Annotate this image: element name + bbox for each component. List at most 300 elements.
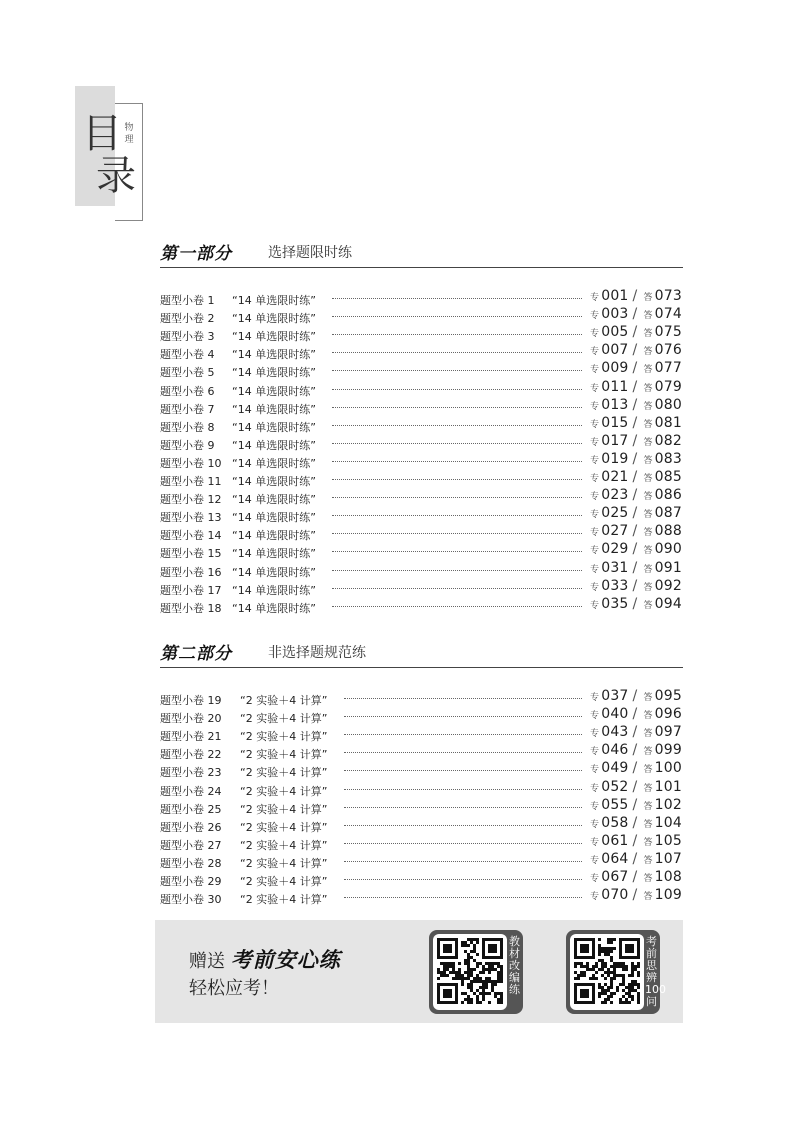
da-page: 083 [654, 450, 682, 467]
toc-row-title: “14 单选限时练” [232, 438, 316, 452]
toc-leader-dots [332, 424, 582, 426]
toc-row[interactable] [160, 469, 682, 487]
da-tag: 答 [643, 765, 653, 776]
page-separator: / [632, 432, 638, 449]
toc-row[interactable] [160, 541, 682, 559]
toc-row-title: “14 单选限时练” [232, 294, 316, 307]
da-page: 073 [654, 288, 682, 304]
toc-leader-dots [332, 315, 582, 317]
da-page: 085 [654, 469, 682, 485]
toc-row-label: 题型小卷 10 [160, 456, 222, 470]
zhuan-page: 031 [601, 559, 629, 576]
toc-row[interactable] [160, 833, 682, 851]
zhuan-tag: 专 [590, 347, 600, 358]
da-page: 101 [654, 778, 682, 795]
toc-row[interactable] [160, 379, 682, 397]
toc-row[interactable] [160, 851, 682, 869]
zhuan-page: 011 [601, 378, 629, 395]
page-separator: / [632, 559, 638, 576]
da-page: 104 [654, 814, 682, 831]
page-separator: / [632, 523, 638, 540]
toc-row[interactable] [160, 596, 682, 614]
da-page: 088 [654, 523, 682, 540]
toc-row[interactable] [160, 360, 682, 378]
toc-row[interactable] [160, 724, 682, 742]
zhuan-page: 025 [601, 505, 629, 522]
toc-page-refs [588, 887, 682, 903]
zhuan-tag: 专 [590, 693, 600, 703]
toc-row-title: “2 实验＋4 计算” [240, 875, 328, 888]
da-tag: 答 [643, 510, 653, 521]
qr-code-1[interactable] [433, 934, 507, 1010]
toc-page-refs [588, 797, 682, 813]
toc-row[interactable] [160, 688, 682, 706]
zhuan-page: 037 [601, 688, 629, 704]
toc-row-title: “14 单选限时练” [232, 601, 316, 615]
toc-row[interactable] [160, 706, 682, 724]
da-tag: 答 [643, 293, 653, 303]
toc-row[interactable] [160, 742, 682, 760]
toc-leader-dots [332, 369, 582, 371]
toc-row-label: 题型小卷 22 [160, 748, 222, 762]
da-page: 086 [654, 487, 682, 504]
da-page: 095 [654, 688, 682, 704]
da-page: 091 [654, 559, 682, 576]
zhuan-page: 009 [601, 360, 629, 377]
da-tag: 答 [643, 837, 653, 848]
toc-row[interactable] [160, 578, 682, 596]
zhuan-page: 015 [601, 414, 629, 431]
zhuan-page: 055 [601, 796, 629, 813]
da-tag: 答 [643, 528, 653, 539]
da-page: 105 [654, 832, 682, 849]
da-tag: 答 [643, 729, 653, 740]
toc-page-refs [588, 360, 682, 376]
zhuan-tag: 专 [590, 365, 600, 376]
toc-page-refs [588, 833, 682, 849]
zhuan-page: 019 [601, 450, 629, 467]
toc-row-label: 题型小卷 12 [160, 493, 222, 507]
toc-page-refs [588, 688, 682, 704]
da-tag: 答 [643, 711, 653, 722]
zhuan-page: 017 [601, 432, 629, 449]
zhuan-page: 013 [601, 396, 629, 413]
toc-row-title: “14 单选限时练” [232, 529, 316, 543]
zhuan-tag: 专 [590, 437, 600, 448]
toc-leader-dots [344, 842, 582, 844]
da-tag: 答 [643, 582, 653, 593]
zhuan-tag: 专 [590, 329, 600, 340]
toc-row-title: “2 实验＋4 计算” [240, 838, 328, 852]
promo-product-name: 考前安心练 [230, 948, 341, 972]
toc-row-title: “2 实验＋4 计算” [240, 893, 328, 907]
toc-row-label: 题型小卷 28 [160, 856, 222, 870]
zhuan-tag: 专 [590, 383, 600, 394]
zhuan-tag: 专 [590, 855, 600, 866]
da-page: 080 [654, 396, 682, 413]
qr-pattern [437, 938, 503, 1004]
zhuan-page: 046 [601, 742, 629, 759]
zhuan-tag: 专 [590, 819, 600, 830]
da-tag: 答 [643, 347, 653, 358]
toc-row-label: 题型小卷 15 [160, 547, 222, 561]
zhuan-page: 003 [601, 306, 629, 323]
toc-row-label: 题型小卷 24 [160, 784, 222, 798]
page-separator: / [632, 869, 638, 885]
page-separator: / [632, 760, 638, 777]
zhuan-page: 061 [601, 832, 629, 849]
zhuan-tag: 专 [590, 837, 600, 848]
da-tag: 答 [643, 474, 653, 484]
toc-page-refs [588, 451, 682, 467]
title-char-2: 录 [96, 153, 136, 199]
page-separator: / [632, 396, 638, 413]
da-page: 087 [654, 505, 682, 522]
toc-leader-dots [332, 388, 582, 390]
toc-page-refs [588, 397, 682, 413]
toc-leader-dots [344, 715, 582, 717]
toc-row[interactable] [160, 415, 682, 433]
page-separator: / [632, 487, 638, 504]
zhuan-page: 027 [601, 523, 629, 540]
page-separator: / [632, 778, 638, 795]
toc-row-title: “14 单选限时练” [232, 583, 316, 597]
toc-row[interactable] [160, 869, 682, 887]
da-tag: 答 [643, 419, 653, 430]
page-separator: / [632, 814, 638, 831]
qr-caption-2: 考前思辨100问 [645, 935, 666, 1008]
da-page: 075 [654, 324, 682, 341]
toc-row-title: “14 单选限时练” [232, 547, 316, 561]
da-tag: 答 [643, 437, 653, 448]
toc-page-refs [588, 523, 682, 539]
toc-row[interactable] [160, 505, 682, 523]
zhuan-tag: 专 [590, 474, 600, 484]
zhuan-tag: 专 [590, 582, 600, 593]
qr-card-1[interactable] [429, 930, 523, 1014]
toc-row[interactable] [160, 397, 682, 415]
toc-row-label: 题型小卷 26 [160, 820, 222, 834]
page-separator: / [632, 505, 638, 522]
page-separator: / [632, 288, 638, 304]
toc-leader-dots [344, 788, 582, 790]
da-tag: 答 [643, 693, 653, 703]
toc-leader-dots [332, 514, 582, 516]
zhuan-page: 007 [601, 342, 629, 359]
toc-row-label: 题型小卷 1 [160, 294, 215, 307]
da-page: 109 [654, 887, 682, 904]
toc-row-label: 题型小卷 2 [160, 312, 215, 326]
promo-line-2: 轻松应考！ [189, 978, 279, 999]
da-tag: 答 [643, 874, 653, 884]
promo-line-1 [189, 944, 341, 974]
toc-row[interactable] [160, 760, 682, 778]
toc-row-label: 题型小卷 3 [160, 330, 215, 344]
toc-leader-dots [332, 460, 582, 462]
zhuan-page: 064 [601, 850, 629, 867]
zhuan-tag: 专 [590, 892, 600, 903]
toc-row-title: “14 单选限时练” [232, 420, 316, 434]
toc-row-label: 题型小卷 19 [160, 694, 222, 707]
toc-row-label: 题型小卷 11 [160, 475, 222, 488]
section-2-header [160, 644, 683, 668]
toc-leader-dots [332, 333, 582, 335]
zhuan-tag: 专 [590, 765, 600, 776]
toc-leader-dots [344, 860, 582, 862]
title-char-1: 目 [82, 111, 122, 157]
toc-leader-dots [332, 442, 582, 444]
toc-leader-dots [332, 406, 582, 408]
toc-row-title: “2 实验＋4 计算” [240, 730, 328, 744]
qr-code-2[interactable] [570, 934, 644, 1010]
toc-row-title: “2 实验＋4 计算” [240, 820, 328, 834]
da-page: 099 [654, 742, 682, 759]
zhuan-tag: 专 [590, 729, 600, 740]
promo-banner [155, 920, 683, 1023]
toc-page-refs [588, 869, 682, 885]
toc-row-label: 题型小卷 18 [160, 601, 222, 615]
toc-page-refs [588, 760, 682, 776]
page-separator: / [632, 306, 638, 323]
zhuan-page: 043 [601, 724, 629, 741]
toc-row-label: 题型小卷 13 [160, 511, 222, 525]
da-tag: 答 [643, 819, 653, 830]
da-tag: 答 [643, 747, 653, 758]
toc-row-label: 题型小卷 6 [160, 384, 215, 398]
toc-row-label: 题型小卷 16 [160, 565, 222, 579]
da-page: 108 [654, 869, 682, 885]
da-tag: 答 [643, 783, 653, 794]
da-page: 094 [654, 595, 682, 612]
toc-row-label: 题型小卷 14 [160, 529, 222, 543]
qr-card-2[interactable] [566, 930, 666, 1014]
toc-row-label: 题型小卷 17 [160, 583, 222, 597]
section-1-header [160, 244, 683, 268]
toc-row-title: “14 单选限时练” [232, 456, 316, 470]
page-separator: / [632, 378, 638, 395]
zhuan-page: 001 [601, 288, 629, 304]
toc-page-refs [588, 379, 682, 395]
toc-row-title: “14 单选限时练” [232, 565, 316, 579]
toc-leader-dots [332, 569, 582, 571]
qr-caption-1: 教材改编练 [509, 935, 520, 996]
toc-page-refs [588, 779, 682, 795]
zhuan-page: 021 [601, 469, 629, 485]
zhuan-tag: 专 [590, 419, 600, 430]
zhuan-page: 052 [601, 778, 629, 795]
toc-leader-dots [332, 496, 582, 498]
page-separator: / [632, 742, 638, 759]
da-page: 096 [654, 706, 682, 723]
zhuan-page: 070 [601, 887, 629, 904]
zhuan-tag: 专 [590, 747, 600, 758]
section-2-number: 第二部分 [160, 644, 232, 664]
da-tag: 答 [643, 546, 653, 557]
zhuan-tag: 专 [590, 528, 600, 539]
section-2-name: 非选择题规范练 [268, 645, 366, 661]
zhuan-page: 035 [601, 595, 629, 612]
toc-row-label: 题型小卷 8 [160, 420, 215, 434]
toc-leader-dots [344, 697, 582, 699]
zhuan-tag: 专 [590, 492, 600, 503]
toc-row-label: 题型小卷 30 [160, 893, 222, 907]
da-page: 081 [654, 414, 682, 431]
da-page: 092 [654, 577, 682, 594]
zhuan-page: 005 [601, 324, 629, 341]
toc-page-refs [588, 815, 682, 831]
toc-row[interactable] [160, 523, 682, 541]
promo-prefix: 赠送 [189, 951, 225, 972]
toc-row[interactable] [160, 487, 682, 505]
toc-row-label: 题型小卷 9 [160, 438, 215, 452]
zhuan-tag: 专 [590, 455, 600, 466]
da-tag: 答 [643, 600, 653, 611]
toc-row-title: “2 实验＋4 计算” [240, 694, 328, 707]
toc-leader-dots [344, 751, 582, 753]
toc-row-label: 题型小卷 5 [160, 366, 215, 380]
da-tag: 答 [643, 383, 653, 394]
da-tag: 答 [643, 564, 653, 575]
da-page: 077 [654, 360, 682, 377]
toc-row-label: 题型小卷 7 [160, 402, 215, 416]
da-page: 100 [654, 760, 682, 777]
da-page: 107 [654, 850, 682, 867]
da-page: 090 [654, 541, 682, 558]
toc-row-title: “14 单选限时练” [232, 348, 316, 362]
zhuan-page: 023 [601, 487, 629, 504]
toc-row-label: 题型小卷 4 [160, 348, 215, 362]
toc-page-refs [588, 342, 682, 358]
toc-leader-dots [332, 478, 582, 480]
toc-row-label: 题型小卷 25 [160, 802, 222, 816]
page-separator: / [632, 469, 638, 485]
section-1-number: 第一部分 [160, 244, 232, 264]
da-tag: 答 [643, 401, 653, 412]
zhuan-tag: 专 [590, 401, 600, 412]
page-separator: / [632, 541, 638, 558]
toc-page-refs [588, 505, 682, 521]
toc-page-refs [588, 433, 682, 449]
zhuan-page: 033 [601, 577, 629, 594]
page-separator: / [632, 577, 638, 594]
toc-row[interactable] [160, 451, 682, 469]
toc-row[interactable] [160, 887, 682, 905]
toc-leader-dots [332, 605, 582, 607]
da-page: 079 [654, 378, 682, 395]
page-separator: / [632, 595, 638, 612]
toc-row-title: “2 实验＋4 计算” [240, 856, 328, 870]
qr-pattern [574, 938, 640, 1004]
toc-row-label: 题型小卷 23 [160, 766, 222, 780]
da-tag: 答 [643, 492, 653, 503]
zhuan-page: 058 [601, 814, 629, 831]
page-separator: / [632, 360, 638, 377]
toc-page-refs [588, 851, 682, 867]
toc-leader-dots [344, 824, 582, 826]
toc-row-title: “2 实验＋4 计算” [240, 766, 328, 780]
toc-row[interactable] [160, 560, 682, 578]
toc-row-title: “14 单选限时练” [232, 402, 316, 416]
subject-label: 物理 [124, 123, 134, 145]
da-tag: 答 [643, 329, 653, 340]
toc-row[interactable] [160, 779, 682, 797]
page-separator: / [632, 342, 638, 359]
toc-page-refs [588, 724, 682, 740]
da-page: 074 [654, 306, 682, 323]
zhuan-tag: 专 [590, 711, 600, 722]
toc-row[interactable] [160, 433, 682, 451]
page-separator: / [632, 724, 638, 741]
zhuan-tag: 专 [590, 600, 600, 611]
zhuan-tag: 专 [590, 510, 600, 521]
toc-leader-dots [344, 878, 582, 880]
da-page: 076 [654, 342, 682, 359]
zhuan-tag: 专 [590, 293, 600, 303]
toc-page-refs [588, 541, 682, 557]
toc-page-refs [588, 306, 682, 322]
toc-page-refs [588, 487, 682, 503]
toc-page-refs [588, 469, 682, 485]
page-separator: / [632, 688, 638, 704]
toc-leader-dots [332, 587, 582, 589]
toc-row-title: “14 单选限时练” [232, 493, 316, 507]
toc-row[interactable] [160, 306, 682, 324]
page-separator: / [632, 414, 638, 431]
zhuan-page: 067 [601, 869, 629, 885]
toc-leader-dots [332, 297, 582, 299]
toc-row[interactable] [160, 797, 682, 815]
da-tag: 答 [643, 365, 653, 376]
page-separator: / [632, 706, 638, 723]
toc-row-title: “2 实验＋4 计算” [240, 712, 328, 726]
toc-row[interactable] [160, 815, 682, 833]
toc-leader-dots [332, 532, 582, 534]
zhuan-tag: 专 [590, 546, 600, 557]
da-page: 102 [654, 796, 682, 813]
zhuan-tag: 专 [590, 564, 600, 575]
da-tag: 答 [643, 455, 653, 466]
da-tag: 答 [643, 855, 653, 866]
toc-leader-dots [332, 351, 582, 353]
da-tag: 答 [643, 311, 653, 322]
toc-leader-dots [332, 550, 582, 552]
toc-row[interactable] [160, 342, 682, 360]
zhuan-page: 040 [601, 706, 629, 723]
toc-row-title: “14 单选限时练” [232, 384, 316, 398]
da-page: 097 [654, 724, 682, 741]
da-tag: 答 [643, 801, 653, 812]
zhuan-tag: 专 [590, 783, 600, 794]
toc-page-refs [588, 324, 682, 340]
toc-page-refs [588, 288, 682, 304]
page-separator: / [632, 887, 638, 904]
toc-page-refs [588, 596, 682, 612]
section-1-name: 选择题限时练 [268, 245, 352, 261]
toc-row-title: “14 单选限时练” [232, 511, 316, 525]
toc-row[interactable] [160, 324, 682, 342]
toc-page-refs [588, 742, 682, 758]
toc-row-title: “14 单选限时练” [232, 312, 316, 326]
toc-row[interactable] [160, 288, 682, 306]
zhuan-page: 049 [601, 760, 629, 777]
page-separator: / [632, 450, 638, 467]
page-separator: / [632, 796, 638, 813]
toc-page-refs [588, 560, 682, 576]
zhuan-page: 029 [601, 541, 629, 558]
toc-row-title: “2 实验＋4 计算” [240, 802, 328, 816]
page-separator: / [632, 832, 638, 849]
toc-page-refs [588, 706, 682, 722]
